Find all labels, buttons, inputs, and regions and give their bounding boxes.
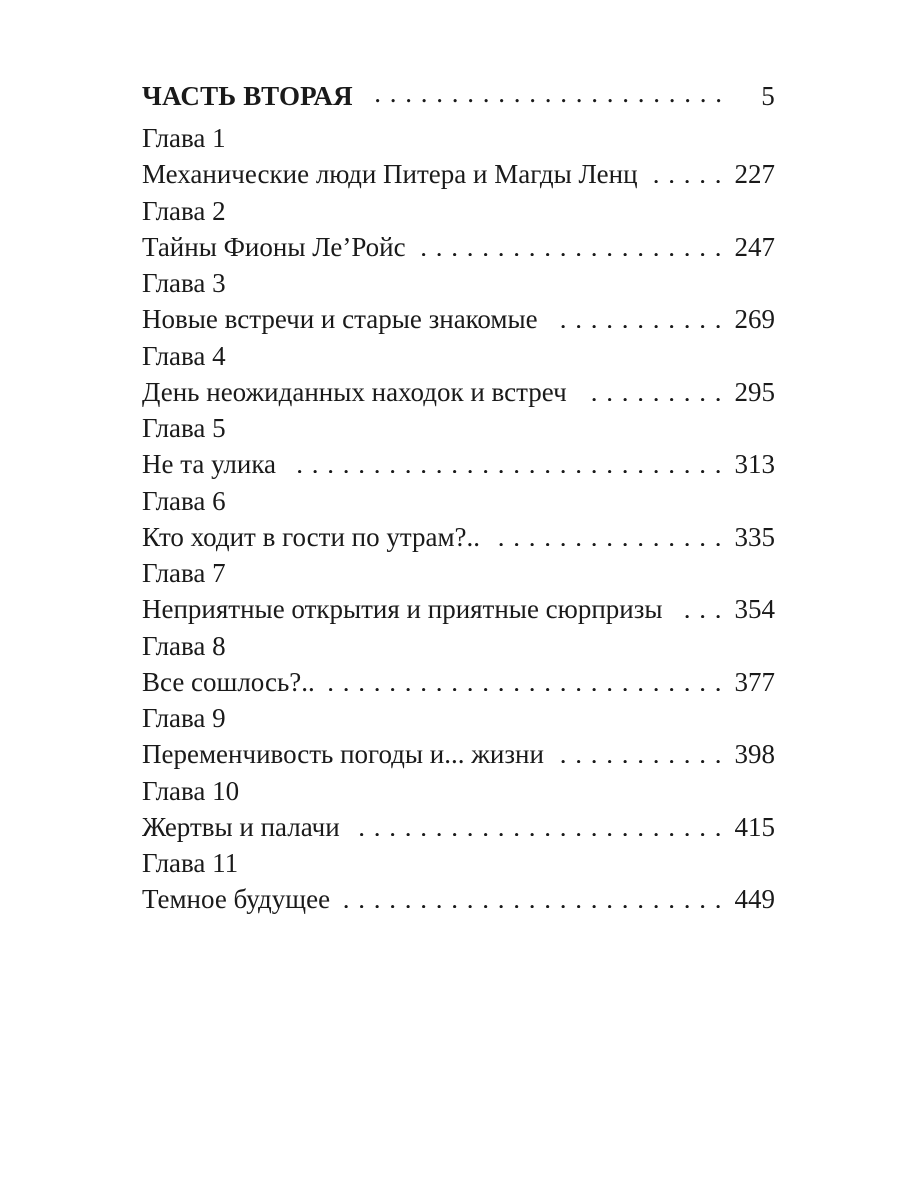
dot-leader [420,229,723,256]
chapter-page-number: 449 [734,884,775,914]
chapter-label: Глава 5 [142,413,226,443]
toc-entry-chapter-6[interactable] [142,483,775,556]
chapter-title-row [142,229,775,265]
chapter-label: Глава 11 [142,848,239,878]
chapter-title-row [142,301,775,337]
toc-entry-chapter-9[interactable] [142,700,775,773]
dot-leader [677,591,723,618]
toc-entry-chapter-10[interactable] [142,773,775,846]
chapter-page-number: 398 [734,739,775,769]
chapter-title-row [142,881,775,917]
chapter-label: Глава 1 [142,123,226,153]
chapter-title: Новые встречи и старые знакомые [142,304,538,334]
chapter-title: Неприятные открытия и приятные сюрпризы [142,594,663,624]
dot-leader [652,156,723,183]
part-page-number: 5 [761,81,775,111]
chapter-page-number: 354 [734,594,775,624]
chapter-title: Темное будущее [142,884,331,914]
chapter-label: Глава 2 [142,195,226,226]
chapter-title-row [142,446,775,482]
chapter-label: Глава 6 [142,485,226,516]
chapter-title-row [142,156,775,192]
chapter-title-row [142,591,775,627]
dot-leader [494,519,722,546]
toc-entry-chapter-7[interactable] [142,555,775,628]
chapter-page-number: 415 [734,811,775,842]
chapter-title: День неожиданных находок и встреч [142,376,567,407]
chapter-label: Глава 3 [142,268,226,298]
toc-entry-chapter-1[interactable] [142,120,775,193]
chapter-label: Глава 9 [142,703,226,733]
chapter-page-number: 313 [734,449,775,479]
chapter-title-row [142,519,775,555]
dot-leader [552,301,723,328]
dot-leader [581,374,723,401]
part-title: ЧАСТЬ ВТОРАЯ [142,81,353,111]
chapter-title-row [142,809,775,845]
chapter-label: Глава 4 [142,340,226,371]
chapter-title-row [142,374,775,410]
chapter-title: Не та улика [142,449,277,479]
chapter-page-number: 335 [734,521,775,552]
toc-entry-chapter-8[interactable] [142,628,775,701]
chapter-page-number: 269 [734,304,775,334]
chapter-page-number: 247 [734,231,775,262]
chapter-title: Жертвы и палачи [142,811,340,842]
chapter-title-row [142,736,775,772]
chapter-page-number: 295 [734,376,775,407]
chapter-page-number: 377 [734,666,775,697]
chapter-label: Глава 10 [142,775,240,806]
table-of-contents [142,78,775,918]
chapter-page-number: 227 [734,159,775,189]
chapter-title: Кто ходит в гости по утрам?.. [142,521,481,552]
chapter-title-row [142,664,775,700]
dot-leader [558,736,723,763]
chapter-title: Тайны Фионы Ле’Ройс [142,231,406,262]
dot-leader [344,881,722,908]
chapter-title: Механические люди Питера и Магды Ленц [142,159,638,189]
toc-entry-chapter-2[interactable] [142,193,775,266]
dot-leader [354,809,723,836]
chapter-label: Глава 7 [142,558,226,588]
chapter-title: Все сошлось?.. [142,666,315,697]
dot-leader [329,664,723,691]
toc-entry-chapter-11[interactable] [142,845,775,918]
dot-leader [367,78,723,105]
dot-leader [290,446,722,473]
chapter-title: Переменчивость погоды и... жизни [142,739,544,769]
chapter-label: Глава 8 [142,630,226,661]
toc-entry-chapter-5[interactable] [142,410,775,483]
part-heading-row[interactable] [142,78,775,120]
toc-entry-chapter-3[interactable] [142,265,775,338]
toc-entry-chapter-4[interactable] [142,338,775,411]
